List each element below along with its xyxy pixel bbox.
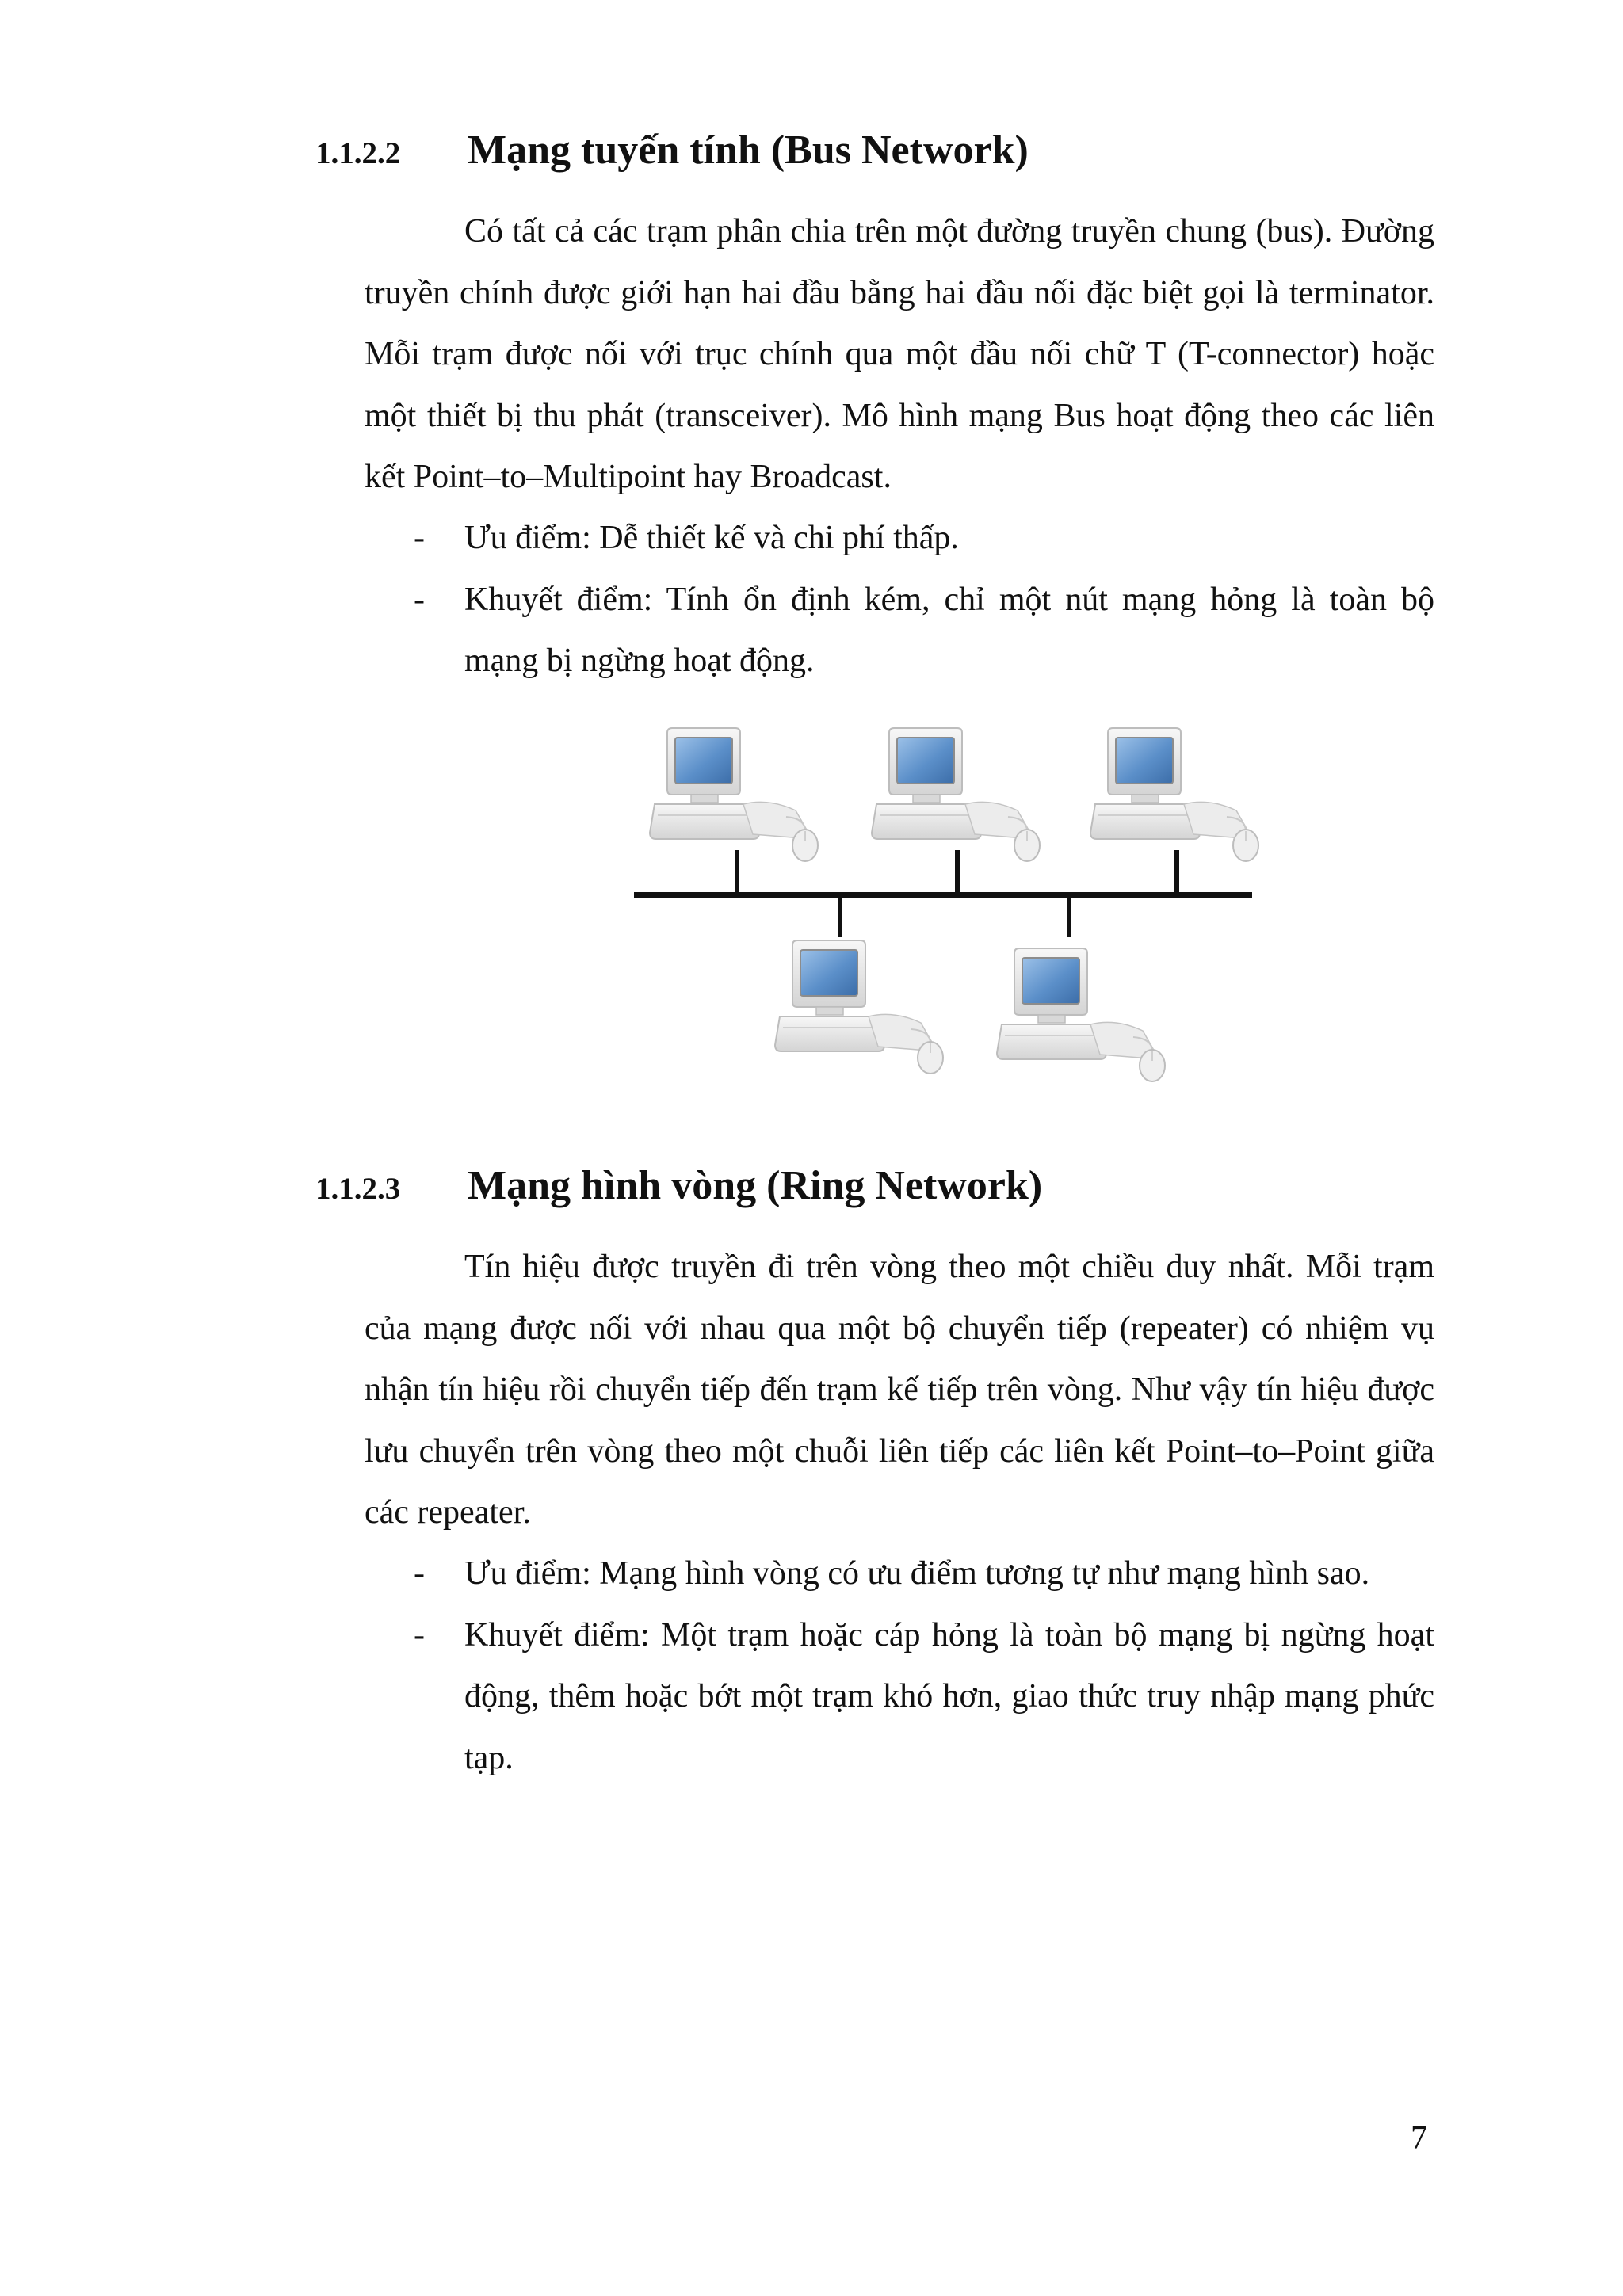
section-heading-ring [315,1162,1042,1209]
section-number: 1.1.2.2 [315,136,401,170]
bullet-text: Khuyết điểm: Tính ổn định kém, chỉ một nút mạng hỏng là toàn bộ mạng bị ngừng hoạt động. [464,581,1434,679]
section-title: Mạng hình vòng (Ring Network) [468,1163,1043,1208]
list-item [365,1543,1434,1605]
drop-line [1067,894,1071,937]
desktop-computer-icon [775,940,943,1074]
desktop-computer-icon [650,728,818,861]
desktop-computer-icon [1090,728,1258,861]
bullet-marker: - [414,1555,425,1592]
page-number: 7 [1411,2120,1427,2157]
list-item [365,570,1434,692]
bus-backbone-line [634,892,1252,898]
bullet-marker: - [414,581,425,618]
bus-network-diagram [626,717,1260,1105]
section-heading-bus [315,127,1029,174]
bullet-text: Ưu điểm: Mạng hình vòng có ưu điểm tương tự như mạng hình sao. [464,1555,1370,1592]
section-number: 1.1.2.3 [315,1172,401,1206]
bullet-text: Ưu điểm: Dễ thiết kế và chi phí thấp. [464,520,959,556]
list-item [365,508,1434,570]
ring-paragraph: Tín hiệu được truyền đi trên vòng theo một chiều duy nhất. Mỗi trạm của mạng được nối với nhau qua một bộ chuyển tiếp (repeater) có nhiệm vụ nhận tín hiệu rồi chuyển tiếp đến trạm kế tiếp trên vòng. Như vậy tín hiệu được lưu chuyển trên vòng theo một chuỗi liên tiếp các liên kết Point–to–Point giữa các repeater. [365,1249,1434,1531]
section-title: Mạng tuyến tính (Bus Network) [468,128,1029,173]
bullet-marker: - [414,520,425,556]
drop-line [1174,850,1179,894]
drop-line [735,850,739,894]
list-item [365,1605,1434,1790]
bullet-marker: - [414,1616,425,1653]
bullet-text: Khuyết điểm: Một trạm hoặc cáp hỏng là toàn bộ mạng bị ngừng hoạt động, thêm hoặc bớt một trạm khó hơn, giao thức truy nhập mạng phức tạp. [464,1616,1434,1776]
drop-line [955,850,960,894]
ring-bullet-list [365,1543,1434,1789]
desktop-computer-icon [997,948,1165,1081]
bus-paragraph: Có tất cả các trạm phân chia trên một đường truyền chung (bus). Đường truyền chính được giới hạn hai đầu bằng hai đầu nối đặc biệt gọi là terminator. Mỗi trạm được nối với trục chính qua một đầu nối chữ T (T-connector) hoặc một thiết bị thu phát (transceiver). Mô hình mạng Bus hoạt động theo các liên kết Point–to–Multipoint hay Broadcast. [365,213,1434,495]
drop-line [838,894,842,937]
bus-bullet-list [365,508,1434,692]
desktop-computer-icon [872,728,1040,861]
